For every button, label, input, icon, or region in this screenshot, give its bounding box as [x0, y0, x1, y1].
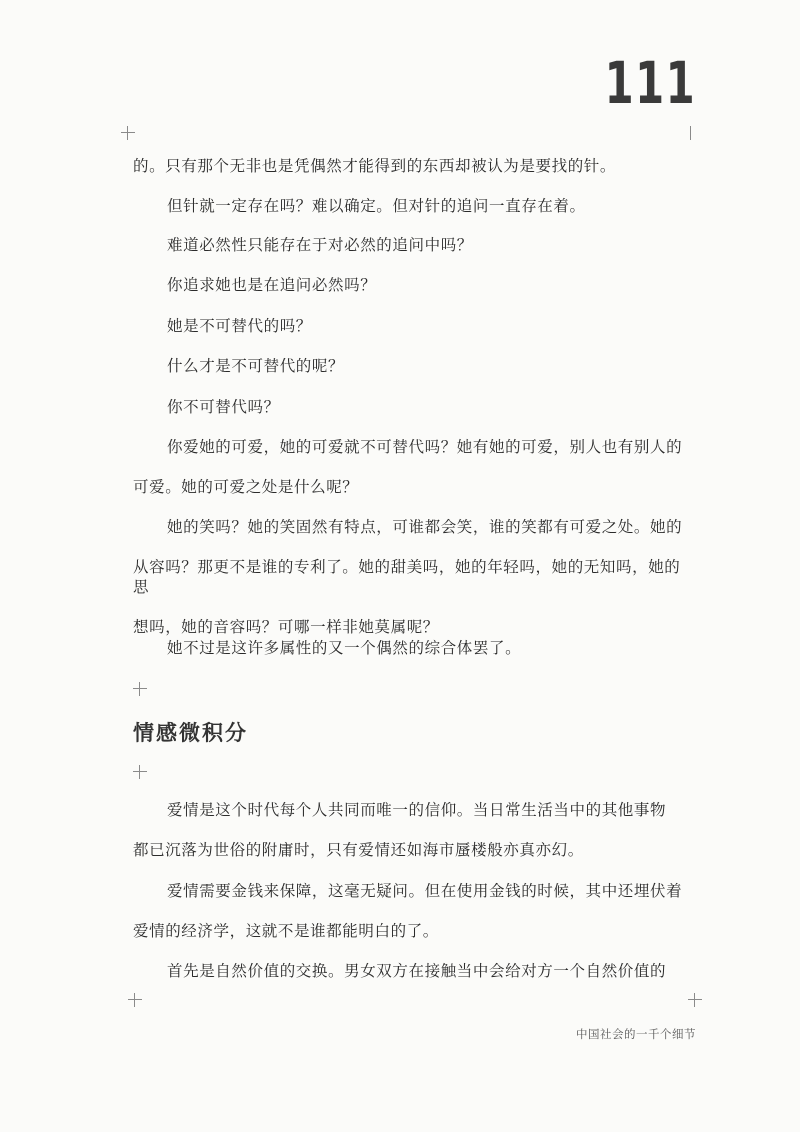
- text-line: 但针就一定存在吗？难以确定。但对针的追问一直存在着。: [167, 197, 586, 215]
- paragraph: [133, 800, 695, 860]
- section-title: 情感微积分: [133, 721, 248, 745]
- text-line: 都已沉落为世俗的附庸时，只有爱情还如海市蜃楼般亦真亦幻。: [133, 841, 584, 859]
- text-line: 爱情需要金钱来保障，这毫无疑问。但在使用金钱的时候，其中还埋伏着: [167, 882, 683, 900]
- page-number: 111: [604, 49, 696, 117]
- text-line: 的。只有那个无非也是凭偶然才能得到的东西却被认为是要找的针。: [133, 157, 617, 175]
- text-line: 可爱。她的可爱之处是什么呢？: [133, 478, 359, 496]
- paragraph: [133, 881, 695, 941]
- text-line: 从容吗？那更不是谁的专利了。她的甜美吗，她的年轻吗，她的无知吗，她的思: [133, 558, 681, 596]
- text-line: 她是不可替代的吗？: [167, 317, 312, 335]
- text-line: 她不过是这许多属性的又一个偶然的综合体罢了。: [167, 639, 522, 657]
- text-line: 难道必然性只能存在于对必然的追问中吗？: [167, 236, 473, 254]
- text-line: 想吗，她的音容吗？可哪一样非她莫属呢？: [133, 618, 439, 636]
- text-line: 什么才是不可替代的呢？: [167, 357, 345, 375]
- paragraph: [133, 961, 695, 981]
- text-line: 首先是自然价值的交换。男女双方在接触当中会给对方一个自然价值的: [167, 962, 667, 980]
- text-line: 你不可替代吗？: [167, 398, 280, 416]
- text-line: 爱情是这个时代每个人共同而唯一的信仰。当日常生活当中的其他事物: [167, 801, 667, 819]
- section-text-block: [133, 0, 695, 1000]
- text-line: 爱情的经济学，这就不是谁都能明白的了。: [133, 922, 439, 940]
- running-footer: 中国社会的一千个细节: [576, 1027, 696, 1041]
- text-line: 你爱她的可爱，她的可爱就不可替代吗？她有她的可爱，别人也有别人的: [167, 438, 683, 456]
- text-line: 你追求她也是在追问必然吗？: [167, 276, 377, 294]
- text-line: 她的笑吗？她的笑固然有特点，可谁都会笑，谁的笑都有可爱之处。她的: [167, 518, 683, 536]
